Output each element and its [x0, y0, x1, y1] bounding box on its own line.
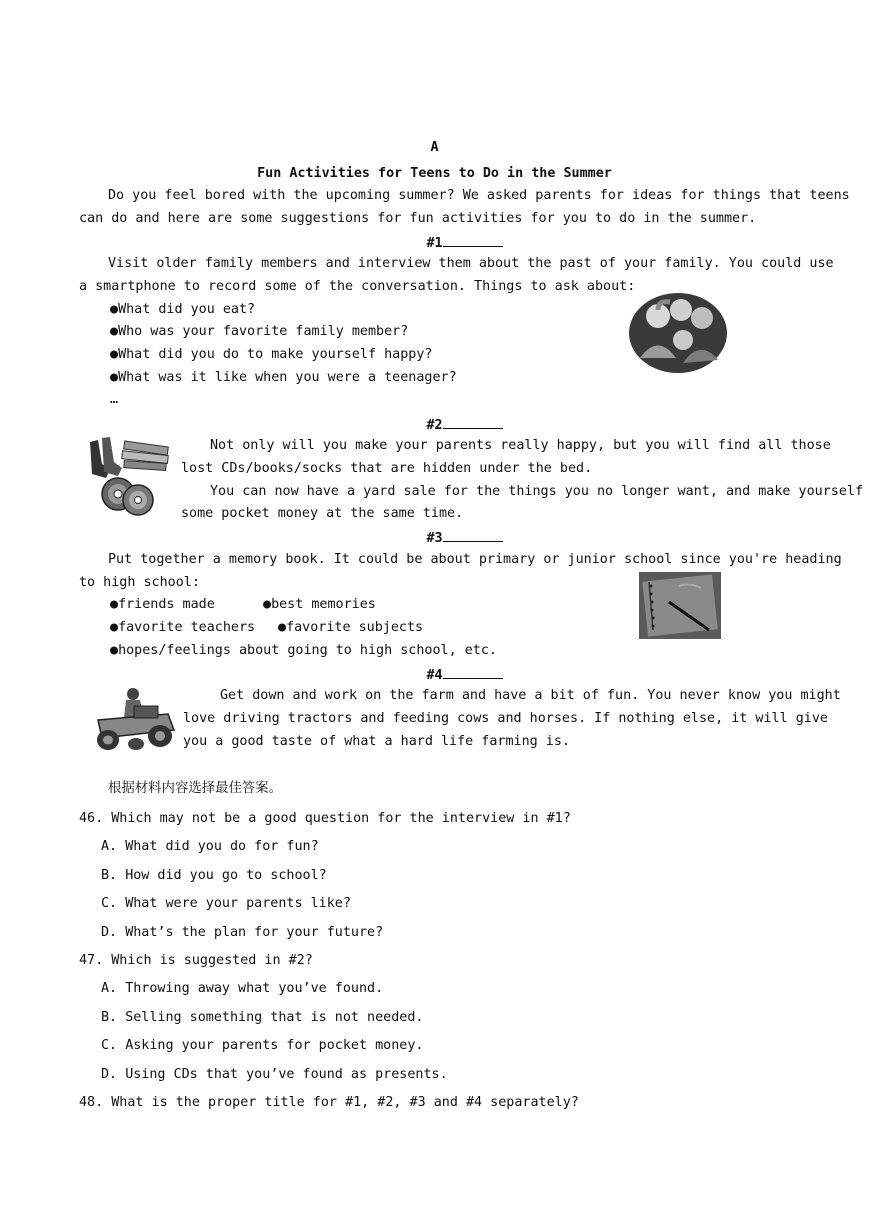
section-letter: A: [430, 140, 439, 155]
question-46: 46. Which may not be a good question for the interview in #1?: [79, 811, 571, 826]
part1-question-2: ● Who was your favorite family member?: [110, 322, 408, 342]
part4-line-1: Get down and work on the farm and have a bit of fun. You never know you might: [220, 688, 841, 703]
q46-option-d: D. What’s the plan for your future?: [101, 925, 384, 940]
part1-heading: #1: [0, 232, 869, 254]
part1-question-3: ● What did you do to make yourself happy?: [110, 345, 432, 365]
q47-option-b: B. Selling something that is not needed.: [101, 1010, 424, 1025]
socks-books-cds-icon: [84, 434, 174, 518]
part1-question-1: ● What did you eat?: [110, 300, 255, 320]
part2-p1-line-1: Not only will you make your parents really happy, but you will find all those: [210, 438, 831, 453]
question-48: 48. What is the proper title for #1, #2, #3 and #4 separately?: [79, 1095, 579, 1110]
part3-heading: #3: [0, 527, 869, 549]
q47-option-a: A. Throwing away what you’ve found.: [101, 981, 384, 996]
part2-p2-line-2: some pocket money at the same time.: [181, 506, 464, 521]
part4-heading: #4: [0, 664, 869, 686]
part1-line-2: a smartphone to record some of the conversation. Things to ask about:: [79, 279, 636, 294]
part2-heading: #2: [0, 414, 869, 436]
part3-line-2: to high school:: [79, 575, 200, 590]
family-photo-icon: [628, 288, 728, 374]
intro-line-2: can do and here are some suggestions for fun activities for you to do in the summer.: [79, 211, 757, 226]
question-47: 47. Which is suggested in #2?: [79, 953, 313, 968]
part3-item-5: ● hopes/feelings about going to high school, etc.: [110, 641, 497, 661]
q47-option-c: C. Asking your parents for pocket money.: [101, 1038, 424, 1053]
part3-item-1: ● friends made: [110, 595, 215, 615]
part1-ellipsis: …: [110, 392, 119, 407]
part3-line-1: Put together a memory book. It could be about primary or junior school since you're heading: [108, 552, 842, 567]
memory-book-icon: [639, 572, 721, 639]
passage-title: Fun Activities for Teens to Do in the Summer: [257, 166, 612, 181]
part2-p1-line-2: lost CDs/books/socks that are hidden under the bed.: [181, 461, 593, 476]
part1-line-1: Visit older family members and interview them about the past of your family. You could use: [108, 256, 834, 271]
intro-line-1: Do you feel bored with the upcoming summer? We asked parents for ideas for things that teens: [108, 188, 850, 203]
instruction-text: 根据材料内容选择最佳答案。: [108, 781, 283, 796]
part3-item-2: ● best memories: [263, 595, 376, 615]
part4-line-3: you a good taste of what a hard life farming is.: [183, 734, 570, 749]
part2-p2-line-1: You can now have a yard sale for the things you no longer want, and make yourself: [210, 484, 864, 499]
part4-line-2: love driving tractors and feeding cows and horses. If nothing else, it will give: [183, 711, 828, 726]
part1-question-4: ● What was it like when you were a teenager?: [110, 368, 457, 388]
q46-option-b: B. How did you go to school?: [101, 868, 327, 883]
part3-item-4: ● favorite subjects: [278, 618, 423, 638]
q47-option-d: D. Using CDs that you’ve found as presents.: [101, 1067, 448, 1082]
q46-option-a: A. What did you do for fun?: [101, 839, 319, 854]
q46-option-c: C. What were your parents like?: [101, 896, 351, 911]
tractor-icon: [88, 684, 178, 754]
part3-item-3: ● favorite teachers: [110, 618, 255, 638]
